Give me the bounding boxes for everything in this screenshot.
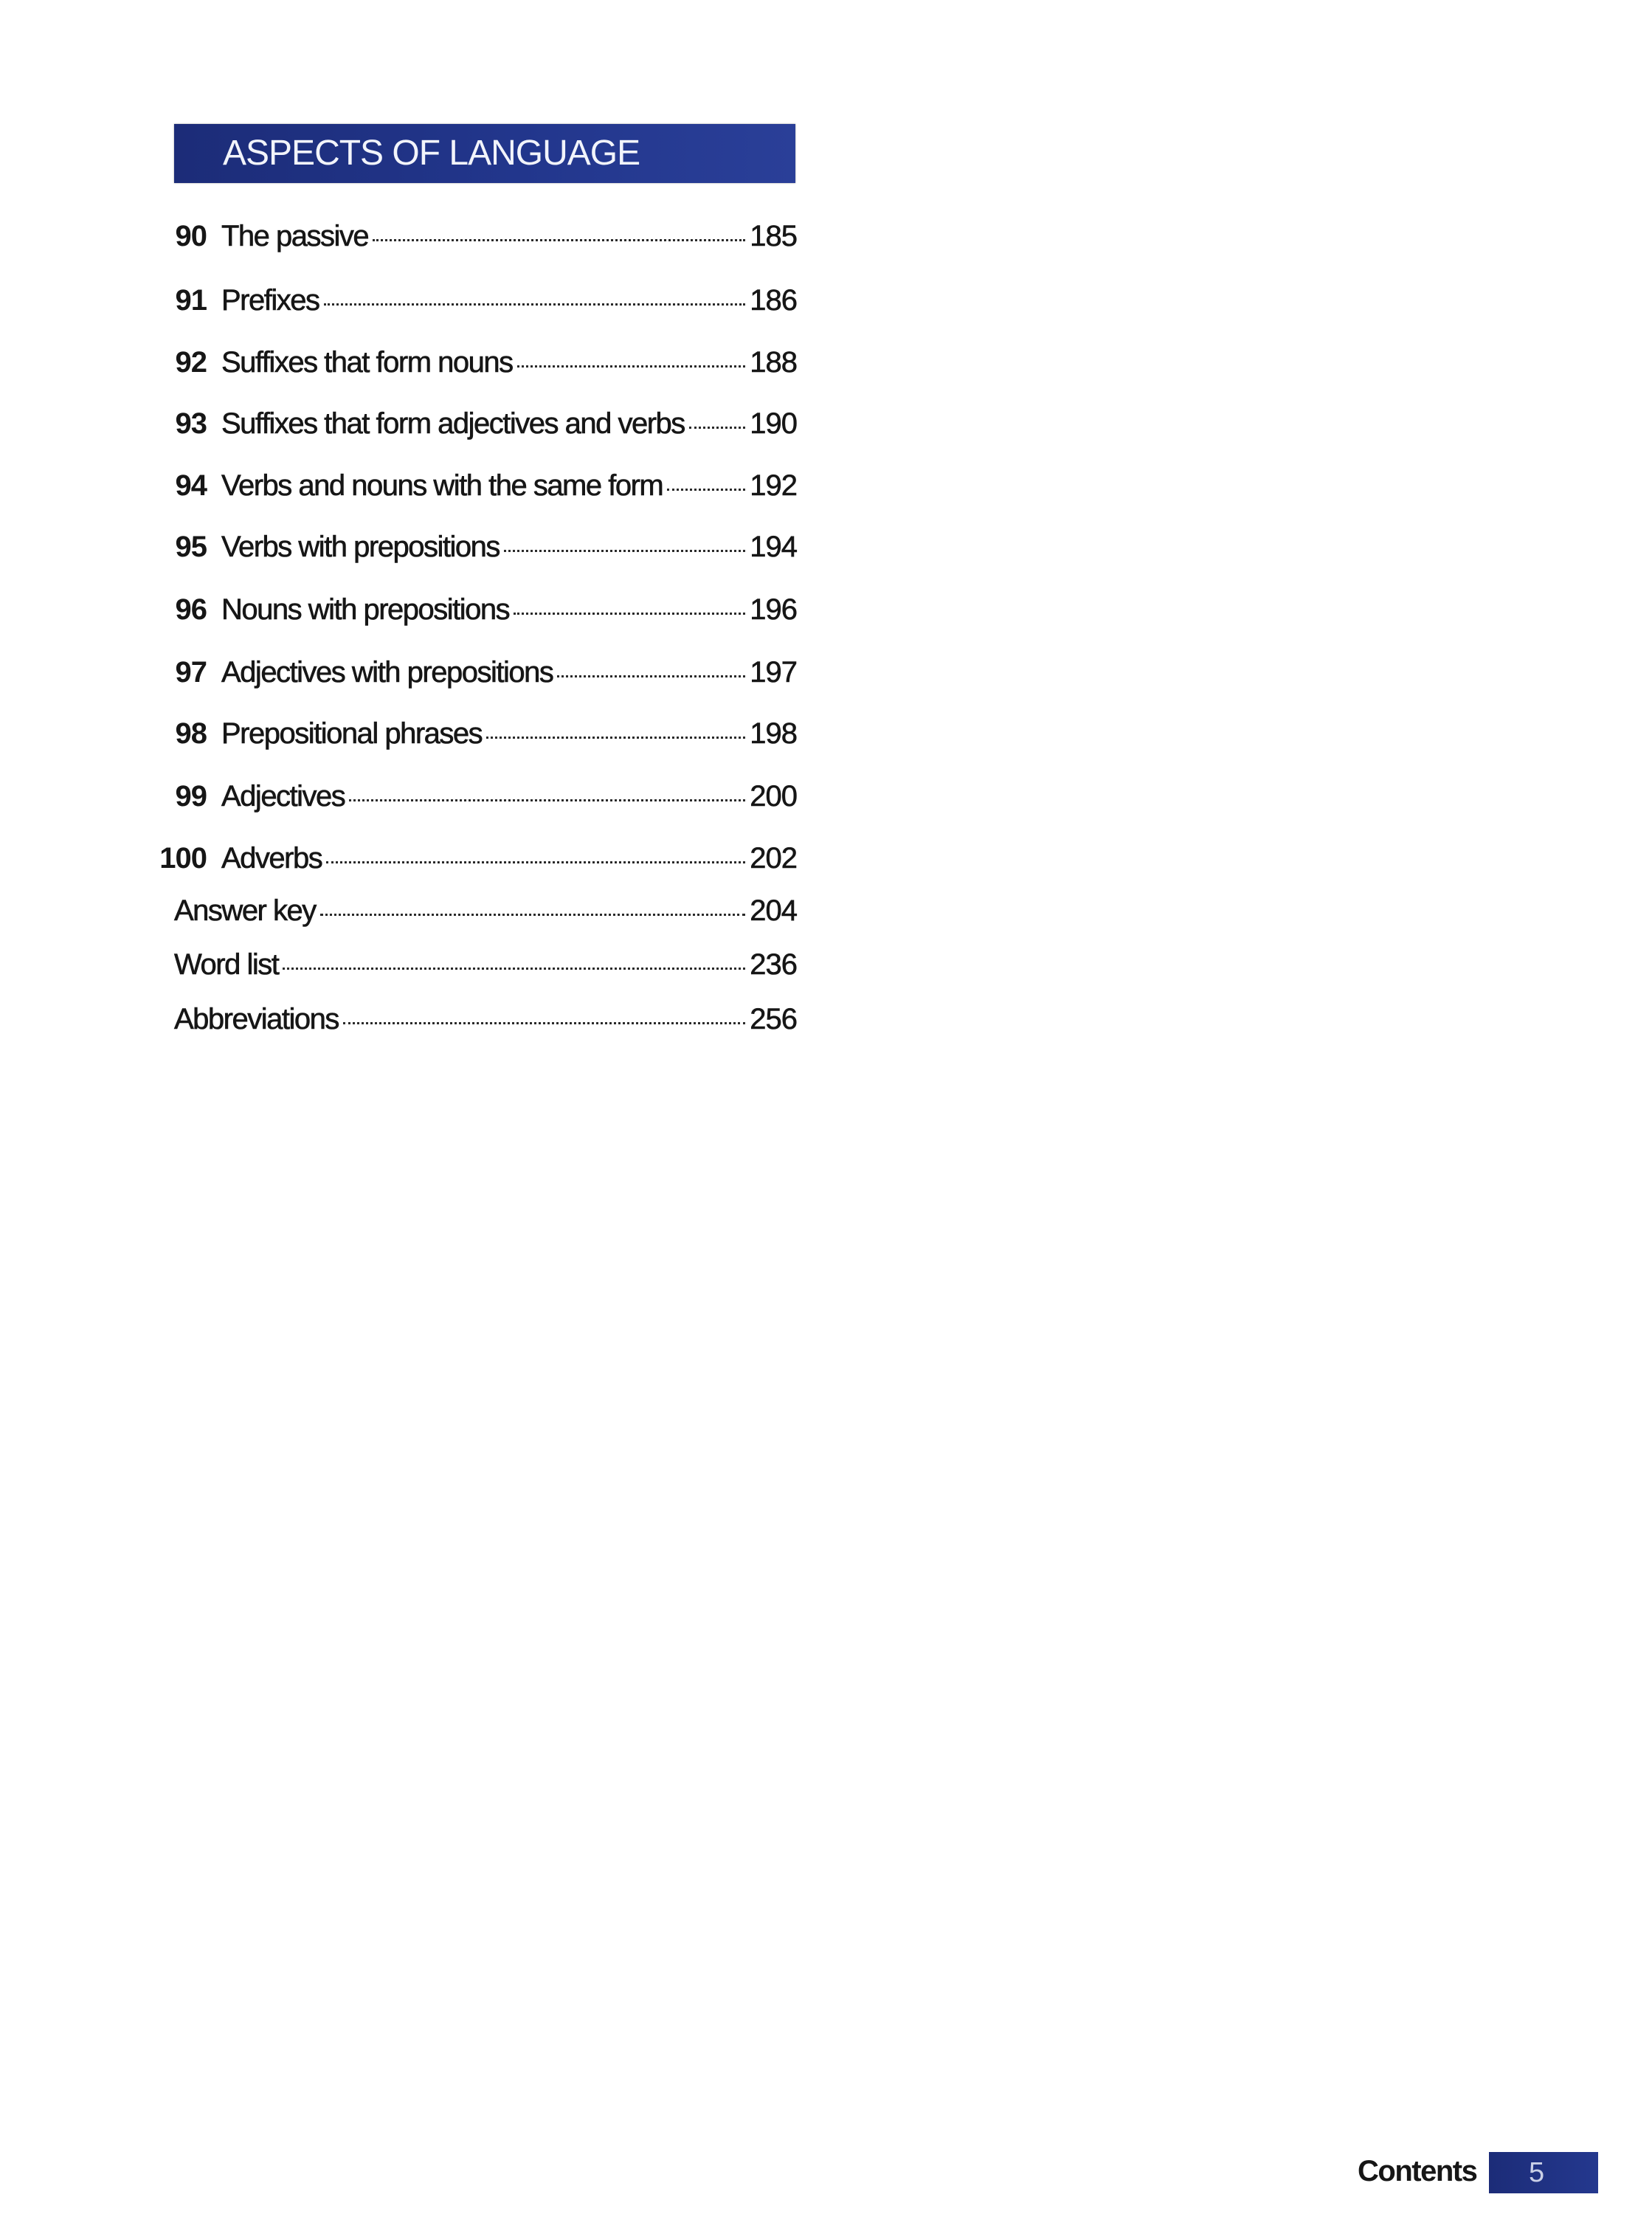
toc-entry-title: Abbreviations	[174, 1003, 339, 1035]
toc-entry[interactable]	[148, 340, 797, 384]
toc-entry-title: Suffixes that form nouns	[221, 346, 513, 379]
toc-entry-title: The passive	[221, 220, 369, 252]
toc-entry-number: 99	[175, 780, 207, 813]
dot-leader	[667, 489, 745, 491]
dot-leader	[324, 303, 746, 306]
toc-entry-title: Adjectives with prepositions	[221, 656, 553, 689]
toc-entry-title: Verbs with prepositions	[221, 531, 500, 563]
toc-entry-page: 204	[750, 894, 797, 927]
toc-entry[interactable]	[148, 587, 797, 632]
toc-entry-number: 91	[175, 284, 207, 317]
toc-entry-title: Adverbs	[221, 842, 322, 875]
toc-entry-page: 236	[750, 948, 797, 981]
toc-entry-number: 90	[175, 220, 207, 252]
dot-leader	[504, 550, 745, 552]
toc-entry-title: Verbs and nouns with the same form	[221, 469, 663, 502]
footer-page-box	[1489, 2152, 1598, 2193]
toc-entry-number: 96	[175, 593, 207, 626]
dot-leader	[326, 861, 745, 863]
dot-leader	[283, 968, 745, 970]
footer-label: Contents	[1358, 2155, 1477, 2187]
toc-entry-page: 190	[750, 407, 797, 440]
toc-entry[interactable]	[148, 401, 797, 446]
toc-entry-number: 94	[175, 469, 207, 502]
toc-entry-number: 92	[175, 346, 207, 379]
dot-leader	[689, 427, 745, 429]
dot-leader	[557, 675, 745, 677]
toc-entry-page: 198	[750, 717, 797, 750]
dot-leader	[373, 239, 745, 241]
toc-entry-page: 185	[750, 220, 797, 252]
section-title: ASPECTS OF LANGUAGE	[223, 134, 640, 173]
dot-leader	[514, 613, 745, 615]
toc-entry-page: 202	[750, 842, 797, 875]
toc-entry[interactable]	[148, 774, 797, 818]
dot-leader	[349, 799, 745, 801]
toc-entry-title: Suffixes that form adjectives and verbs	[221, 407, 685, 440]
dot-leader	[343, 1022, 745, 1024]
toc-entry-number: 93	[175, 407, 207, 440]
dot-leader	[486, 737, 745, 739]
toc-entry-page: 194	[750, 531, 797, 563]
toc-entry-title: Prefixes	[221, 284, 319, 317]
toc-entry-page: 256	[750, 1003, 797, 1035]
toc-entry[interactable]	[148, 463, 797, 508]
toc-backmatter-word-list[interactable]	[148, 942, 797, 987]
toc-entry-title: Word list	[174, 948, 279, 981]
dot-leader	[320, 914, 746, 916]
toc-entry-page: 192	[750, 469, 797, 502]
section-header	[174, 124, 795, 183]
toc-entry-page: 196	[750, 593, 797, 626]
toc-backmatter-abbreviations[interactable]	[148, 997, 797, 1041]
toc-entry[interactable]	[148, 836, 797, 880]
toc-entry-number: 100	[159, 842, 207, 875]
toc-entry-title: Nouns with prepositions	[221, 593, 510, 626]
toc-backmatter-answer-key[interactable]	[148, 889, 797, 933]
toc-entry-title: Prepositional phrases	[221, 717, 483, 750]
toc-entry-title: Answer key	[174, 894, 316, 927]
toc-entry[interactable]	[148, 525, 797, 569]
toc-entry-number: 95	[175, 531, 207, 563]
toc-entry[interactable]	[148, 650, 797, 694]
toc-entry[interactable]	[148, 214, 797, 258]
toc-entry-page: 186	[750, 284, 797, 317]
toc-entry-page: 197	[750, 656, 797, 689]
toc-entry-number: 98	[175, 717, 207, 750]
toc-entry[interactable]	[148, 278, 797, 323]
toc-entry-page: 200	[750, 780, 797, 813]
footer-page-number: 5	[1529, 2157, 1545, 2188]
toc-entry[interactable]	[148, 711, 797, 756]
toc-entry-page: 188	[750, 346, 797, 379]
dot-leader	[517, 365, 746, 368]
toc-entry-title: Adjectives	[221, 780, 345, 813]
toc-entry-number: 97	[175, 656, 207, 689]
